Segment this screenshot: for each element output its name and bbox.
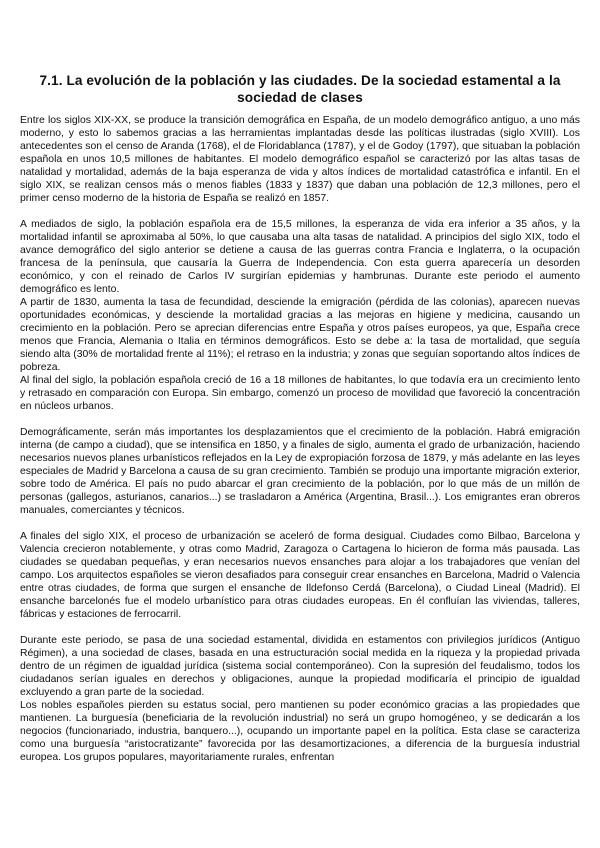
paragraph-migration: Demográficamente, serán más importantes los desplazamientos que el crecimiento de la población. Habrá emigración interna (de campo a ciudad), que se intensifica en 1850, y a finales de siglo, aumenta el grado de urbanización, haciendo necesarios nuevos planes urbanísticos reflejados en la Ley de expropiación forzosa de 1879, y más adelante en las leyes especiales de Madrid y Barcelona a causa de su gran crecimiento. También se produjo una importante migración exterior, sobre todo de América. El país no pudo abarcar el gran crecimiento de la población, por lo que más de un millón de personas (gallegos, asturianos, canarios...) se trasladaron a América (Argentina, Brasil...). Los emigrantes eran obreros manuales, comerciantes y técnicos. — [20, 427, 580, 516]
paragraph-from-1830: A partir de 1830, aumenta la tasa de fecundidad, desciende la emigración (pérdida de las colonias), aparecen nuevas oportunidades económicas, y desciende la mortalidad gracias a las mejoras en higiene y medicina, causando un crecimiento en la población. Pero se aprecian diferencias entre España y otros países europeos, ya que, España crece menos que Francia, Alemania o Italia en términos demográficos. Esto se debe a: la tasa de mortalidad, que seguía siendo alta (30% de mortalidad frente al 11%); el retraso en la industria; y zonas que seguían soportando altos índices de pobreza. — [20, 297, 580, 373]
paragraph-social-groups: Los nobles españoles pierden su estatus social, pero mantienen su poder económico gracias a las propiedades que mantienen. La burguesía (beneficiaria de la revolución industrial) no será un grupo homogéneo, y se dedicarán a los negocios (funcionariado, industria, banquero...), ocupando un importante papel en la política. Esta clase se caracteriza como una burguesía “aristocratizante” favorecida por las desamortizaciones, a diferencia de la burguesía industrial europea. Los grupos populares, mayoritariamente rurales, enfrentan — [20, 700, 580, 763]
section-title: 7.1. La evolución de la población y las ciudades. De la sociedad estamental a la sociedad de clases — [39, 73, 561, 105]
paragraph-end-of-century: Al final del siglo, la población española creció de 16 a 18 millones de habitantes, lo que todavía era un crecimiento lento y retrasado en comparación con Europa. Sin embargo, comenzó un proceso de movilidad que favoreció la concentración en núcleos urbanos. — [20, 375, 580, 412]
paragraph-demographic-transition: Entre los siglos XIX-XX, se produce la transición demográfica en España, de un modelo demográfico antiguo, a uno más moderno, y esto lo sabemos gracias a las herramientas implantadas desde las políticas ilustradas (siglo XVIII). Los antecedentes son el censo de Aranda (1768), el de Floridablanca (1787), y el de Godoy (1797), que situaban la población española en unos 10,5 millones de habitantes. El modelo demográfico español se caracterizó por las altas tasas de natalidad y mortalidad, además de la baja esperanza de vida y altos índices de mortalidad catastrófica e infantil. En el siglo XIX, se realizan censos más o menos fiables (1833 y 1837) que daban una población de 12,3 millones, pero el primer censo moderno de la historia de España se realizó en 1857. — [20, 115, 580, 204]
paragraph-mid-century: A mediados de siglo, la población española era de 15,5 millones, la esperanza de vida era inferior a 35 años, y la mortalidad infantil se aproximaba al 50%, lo que causaba una alta tasas de natalidad. A principios del siglo XIX, todo el avance demográfico del siglo anterior se detiene a causa de las guerras contra Francia e Inglaterra, o la ocupación francesa de la península, que causaría la Guerra de Independencia. Con esta guerra aparecería un desorden económico, y con el reinado de Carlos IV surgirían epidemias y hambrunas. Durante este periodo el aumento demográfico es lento. — [20, 219, 580, 295]
paragraph-urbanization: A finales del siglo XIX, el proceso de urbanización se aceleró de forma desigual. Ciudades como Bilbao, Barcelona y Valencia crecieron notablemente, y otras como Madrid, Zaragoza o Cartagena lo hicieron de forma más pausada. Las ciudades se quedaban pequeñas, y eran necesarios nuevos ensanches para alojar a los trabajadores que venían del campo. Los arquitectos españoles se vieron desafiados para conseguir crear ensanches en Barcelona, Madrid o Valencia entre otras ciudades, de forma que surgen el ensanche de Ildefonso Cerdá (Barcelona), o Ciudad Lineal (Madrid). El ensanche barcelonés fue el modelo urbanístico para otras ciudades europeas. En él confluían las viviendas, talleres, fábricas y estaciones de ferrocarril. — [20, 531, 580, 620]
paragraph-class-society: Durante este periodo, se pasa de una sociedad estamental, dividida en estamentos con privilegios jurídicos (Antiguo Régimen), a una sociedad de clases, basada en una estructuración social medida en la riqueza y la propiedad privada dentro de un régimen de igualdad jurídica (sistema social contemporáneo). Con la supresión del feudalismo, todos los ciudadanos serían iguales en derechos y obligaciones, aunque la propiedad modificaría el principio de igualdad excluyendo a gran parte de la sociedad. — [20, 635, 580, 698]
document-body — [20, 114, 580, 764]
